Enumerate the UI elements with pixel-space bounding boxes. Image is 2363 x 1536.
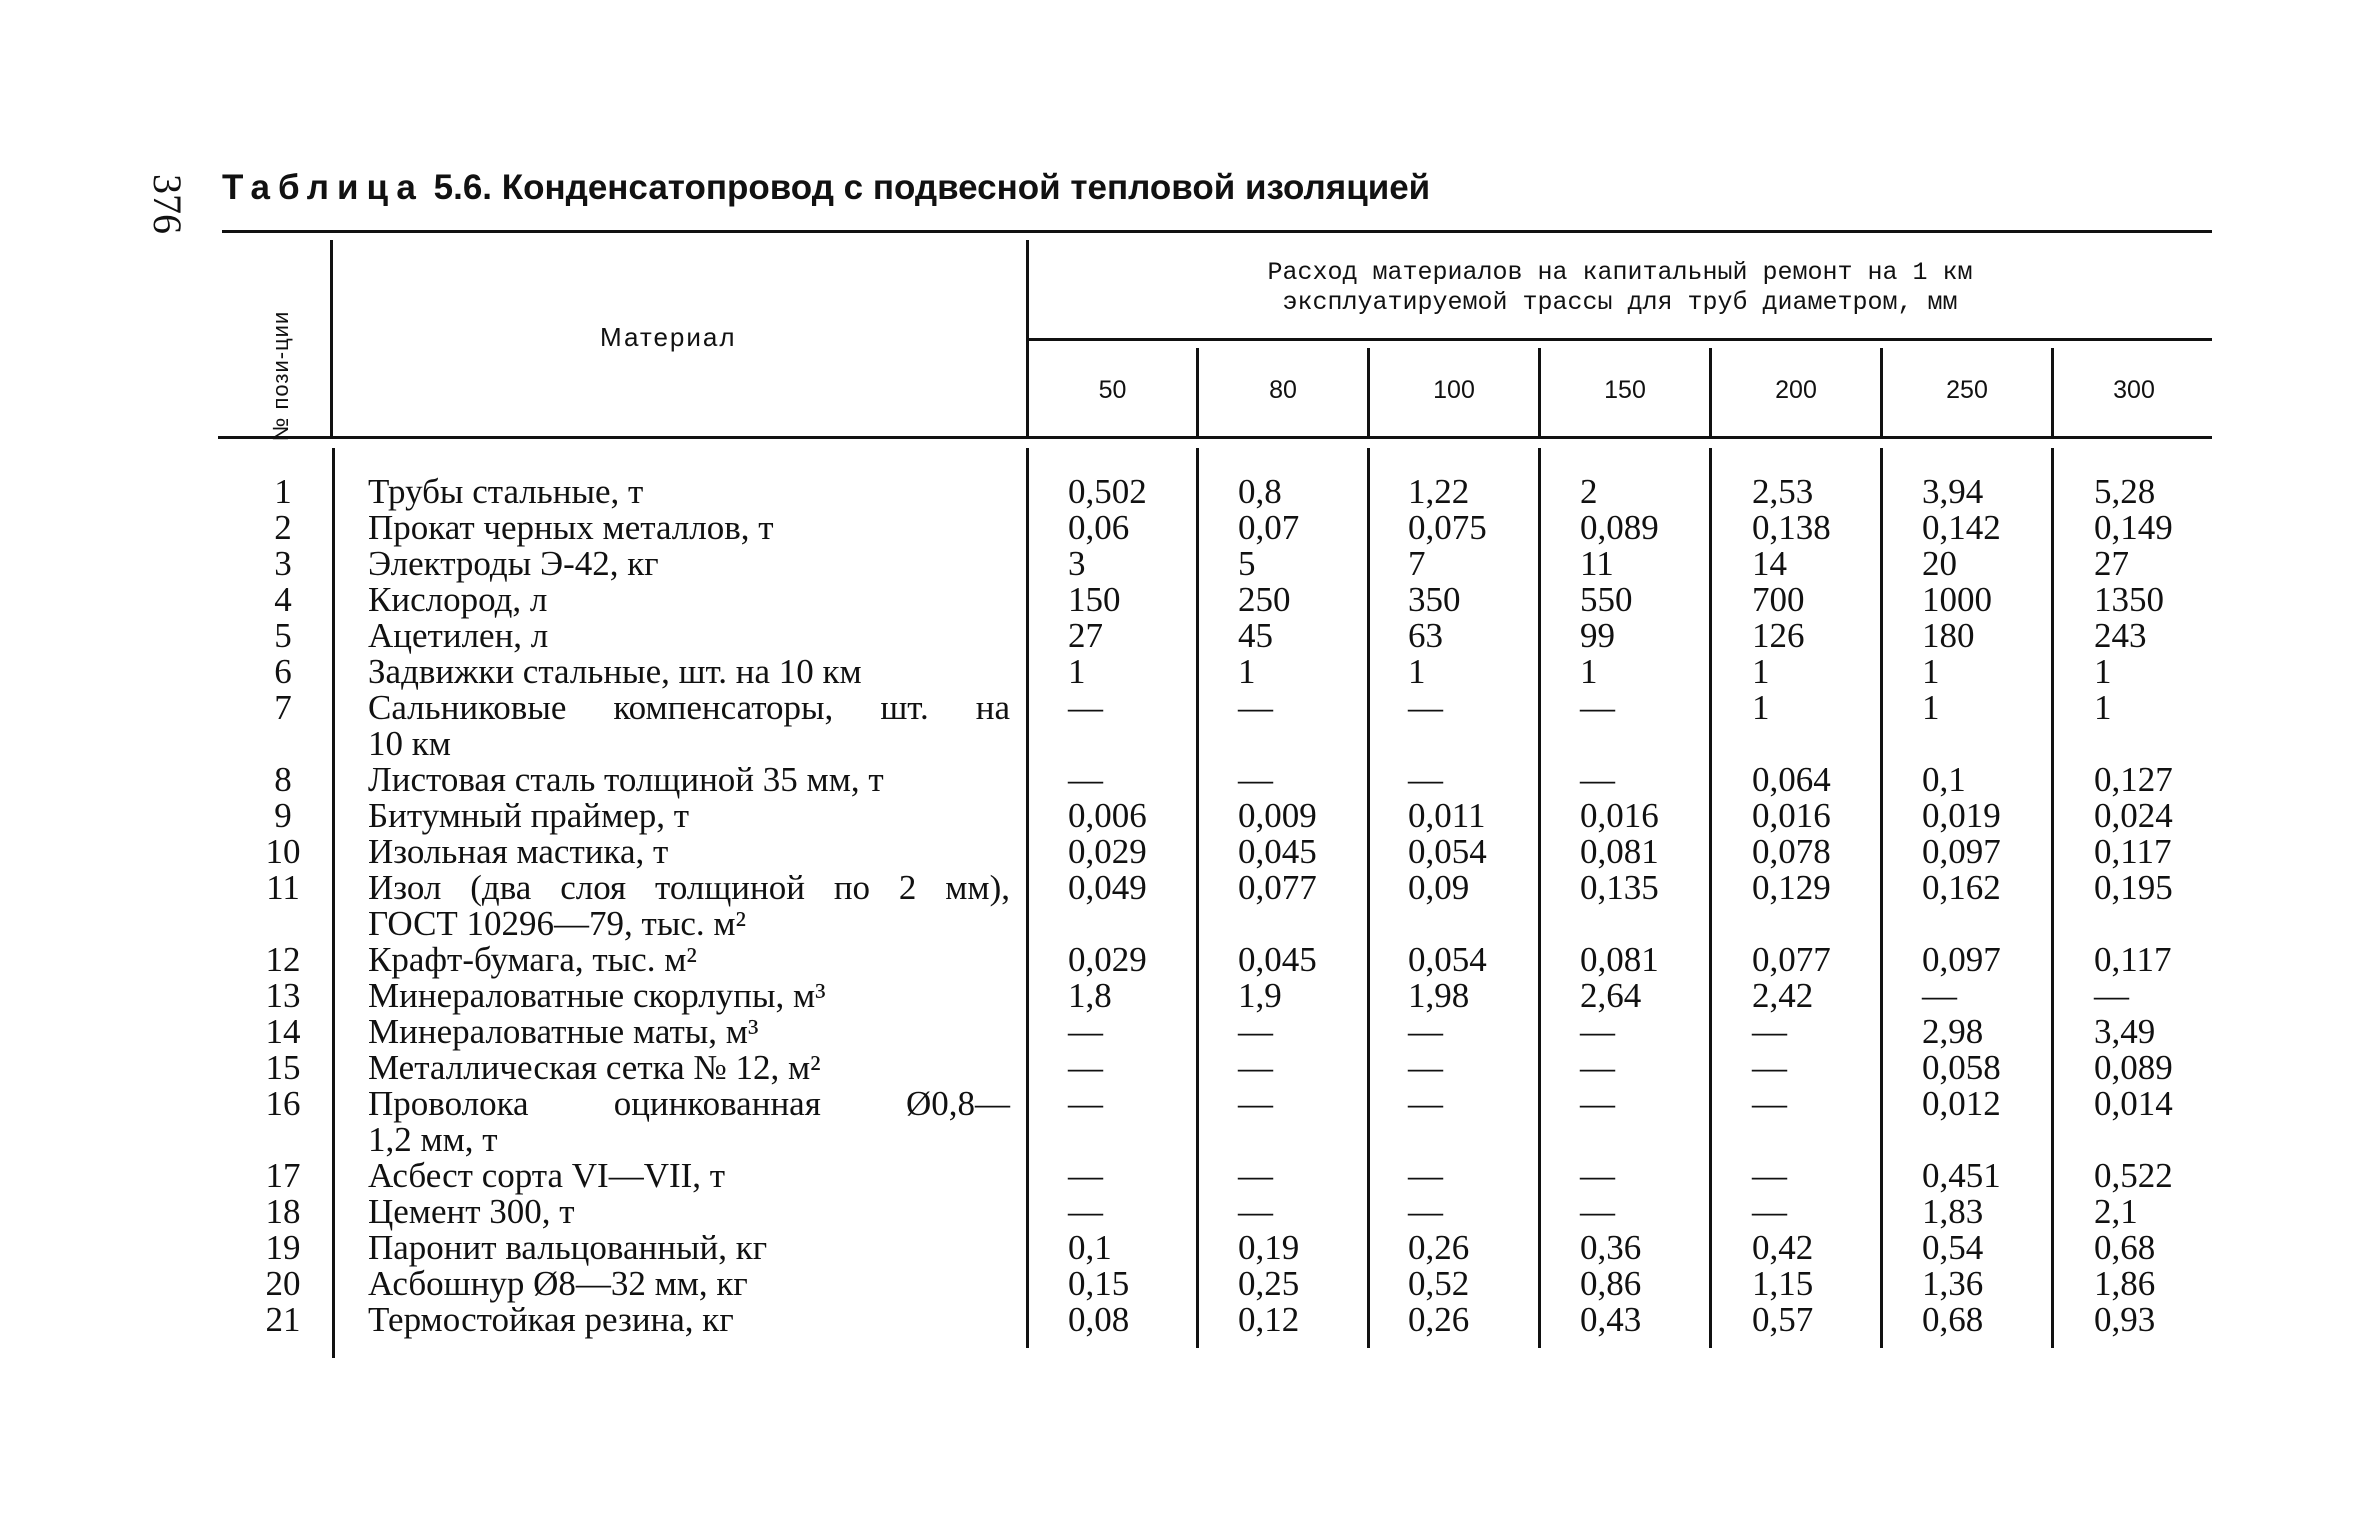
value-cell: — bbox=[1408, 760, 1443, 799]
value-cell: 0,009 bbox=[1238, 796, 1317, 835]
table-row bbox=[0, 1194, 2363, 1230]
material-name: Изол (два слоя толщиной по 2 мм), bbox=[368, 868, 1010, 907]
value-cell: 0,006 bbox=[1068, 796, 1147, 835]
table-row bbox=[0, 474, 2363, 510]
value-cell: 0,502 bbox=[1068, 472, 1147, 511]
diameter-header: 250 bbox=[1946, 376, 1988, 404]
value-cell: — bbox=[1068, 1192, 1103, 1231]
diameter-header: 100 bbox=[1433, 376, 1475, 404]
table-row bbox=[0, 798, 2363, 834]
value-cell: 0,016 bbox=[1752, 796, 1831, 835]
position-number: 15 bbox=[265, 1048, 301, 1087]
value-cell: — bbox=[1068, 688, 1103, 727]
position-number: 14 bbox=[265, 1012, 301, 1051]
diameter-header: 50 bbox=[1098, 376, 1127, 404]
material-name: Кислород, л bbox=[368, 580, 548, 619]
value-cell: 350 bbox=[1408, 580, 1461, 619]
value-cell: 0,077 bbox=[1752, 940, 1831, 979]
value-cell: 2 bbox=[1580, 472, 1598, 511]
material-name: Минераловатные маты, м³ bbox=[368, 1012, 759, 1051]
material-name: Металлическая сетка № 12, м² bbox=[368, 1048, 821, 1087]
value-cell: 11 bbox=[1580, 544, 1614, 583]
value-cell: 0,029 bbox=[1068, 832, 1147, 871]
value-cell: 1 bbox=[2094, 688, 2112, 727]
value-cell: — bbox=[1408, 1084, 1443, 1123]
value-cell: 0,57 bbox=[1752, 1300, 1814, 1339]
value-cell: 180 bbox=[1922, 616, 1975, 655]
value-cell: 1,83 bbox=[1922, 1192, 1984, 1231]
diameter-header: 300 bbox=[2113, 376, 2155, 404]
value-cell: 0,522 bbox=[2094, 1156, 2173, 1195]
value-cell: 2,1 bbox=[2094, 1192, 2138, 1231]
material-name: Трубы стальные, т bbox=[368, 472, 644, 511]
table-row bbox=[0, 942, 2363, 978]
position-number: 11 bbox=[266, 868, 300, 907]
value-cell: — bbox=[1238, 1012, 1273, 1051]
diameter-header: 150 bbox=[1604, 376, 1646, 404]
table-row bbox=[0, 654, 2363, 690]
value-cell: 243 bbox=[2094, 616, 2147, 655]
value-cell: 0,25 bbox=[1238, 1264, 1300, 1303]
position-number: 3 bbox=[274, 544, 292, 583]
table-row bbox=[0, 834, 2363, 870]
value-cell: 0,1 bbox=[1068, 1228, 1112, 1267]
value-cell: 0,26 bbox=[1408, 1228, 1470, 1267]
material-name: Термостойкая резина, кг bbox=[368, 1300, 734, 1339]
material-name: 1,2 мм, т bbox=[368, 1120, 498, 1159]
value-cell: 1,15 bbox=[1752, 1264, 1814, 1303]
table-row bbox=[0, 1266, 2363, 1302]
value-cell: 0,058 bbox=[1922, 1048, 2001, 1087]
table-row bbox=[0, 1014, 2363, 1050]
value-cell: 1 bbox=[1408, 652, 1426, 691]
value-cell: 1000 bbox=[1922, 580, 1992, 619]
value-cell: 0,1 bbox=[1922, 760, 1966, 799]
value-cell: 1 bbox=[1752, 688, 1770, 727]
value-cell: 1 bbox=[1580, 652, 1598, 691]
value-cell: 0,138 bbox=[1752, 508, 1831, 547]
value-cell: 0,54 bbox=[1922, 1228, 1984, 1267]
value-cell: 0,045 bbox=[1238, 832, 1317, 871]
value-cell: 0,195 bbox=[2094, 868, 2173, 907]
value-cell: 45 bbox=[1238, 616, 1273, 655]
value-cell: 0,8 bbox=[1238, 472, 1282, 511]
value-cell: — bbox=[1408, 1048, 1443, 1087]
value-cell: 0,451 bbox=[1922, 1156, 2001, 1195]
value-cell: 2,64 bbox=[1580, 976, 1642, 1015]
value-cell: 1,36 bbox=[1922, 1264, 1984, 1303]
value-cell: 0,016 bbox=[1580, 796, 1659, 835]
position-number: 1 bbox=[274, 472, 292, 511]
table-row bbox=[0, 510, 2363, 546]
position-number: 7 bbox=[274, 688, 292, 727]
value-cell: 0,077 bbox=[1238, 868, 1317, 907]
value-cell: 0,097 bbox=[1922, 940, 2001, 979]
material-name: 10 км bbox=[368, 724, 451, 763]
diameter-header-rule bbox=[1028, 338, 2212, 341]
value-cell: 63 bbox=[1408, 616, 1443, 655]
value-cell: — bbox=[1752, 1084, 1787, 1123]
value-cell: 1 bbox=[2094, 652, 2112, 691]
value-cell: 1,9 bbox=[1238, 976, 1282, 1015]
value-cell: — bbox=[1580, 1156, 1615, 1195]
value-cell: — bbox=[1238, 1192, 1273, 1231]
position-number: 13 bbox=[265, 976, 301, 1015]
value-cell: 0,09 bbox=[1408, 868, 1470, 907]
value-cell: 0,135 bbox=[1580, 868, 1659, 907]
value-cell: 2,98 bbox=[1922, 1012, 1984, 1051]
table-title bbox=[222, 168, 1430, 208]
value-cell: 0,029 bbox=[1068, 940, 1147, 979]
value-cell: 0,36 bbox=[1580, 1228, 1642, 1267]
value-cell: 0,117 bbox=[2094, 832, 2172, 871]
material-name: Задвижки стальные, шт. на 10 км bbox=[368, 652, 862, 691]
value-cell: 0,93 bbox=[2094, 1300, 2156, 1339]
table-title-label: Таблица bbox=[222, 168, 424, 207]
value-cell: — bbox=[1752, 1192, 1787, 1231]
value-cell: 1,98 bbox=[1408, 976, 1470, 1015]
value-cell: 0,142 bbox=[1922, 508, 2001, 547]
position-number-header: № пози-ции bbox=[268, 310, 293, 442]
value-cell: 0,12 bbox=[1238, 1300, 1300, 1339]
value-cell: — bbox=[1238, 760, 1273, 799]
table-top-rule bbox=[222, 230, 2212, 233]
value-cell: 0,15 bbox=[1068, 1264, 1130, 1303]
table-row bbox=[0, 1086, 2363, 1122]
diameter-header: 200 bbox=[1775, 376, 1817, 404]
position-number: 21 bbox=[265, 1300, 301, 1339]
value-cell: 0,06 bbox=[1068, 508, 1130, 547]
value-cell: 150 bbox=[1068, 580, 1121, 619]
table-row bbox=[0, 1050, 2363, 1086]
value-cell: 250 bbox=[1238, 580, 1291, 619]
diameter-header: 80 bbox=[1269, 376, 1297, 404]
value-cell: 0,089 bbox=[1580, 508, 1659, 547]
material-name: Крафт-бумага, тыс. м² bbox=[368, 940, 697, 979]
value-cell: 99 bbox=[1580, 616, 1615, 655]
position-number: 20 bbox=[265, 1264, 301, 1303]
value-cell: 27 bbox=[2094, 544, 2129, 583]
value-cell: — bbox=[1580, 1012, 1615, 1051]
value-cell: — bbox=[1238, 1084, 1273, 1123]
value-cell: — bbox=[1580, 688, 1615, 727]
value-cell: 0,081 bbox=[1580, 940, 1659, 979]
material-name: ГОСТ 10296—79, тыс. м² bbox=[368, 904, 747, 943]
value-cell: 0,054 bbox=[1408, 940, 1487, 979]
value-cell: 0,089 bbox=[2094, 1048, 2173, 1087]
table-row bbox=[0, 618, 2363, 654]
value-cell: 27 bbox=[1068, 616, 1103, 655]
position-number: 19 bbox=[265, 1228, 301, 1267]
value-cell: 7 bbox=[1408, 544, 1426, 583]
value-cell: 0,43 bbox=[1580, 1300, 1642, 1339]
value-cell: 3,94 bbox=[1922, 472, 1984, 511]
position-number: 2 bbox=[274, 508, 292, 547]
value-cell: 0,012 bbox=[1922, 1084, 2001, 1123]
value-cell: 0,26 bbox=[1408, 1300, 1470, 1339]
value-cell: 0,019 bbox=[1922, 796, 2001, 835]
table-row bbox=[0, 1230, 2363, 1266]
value-cell: 0,054 bbox=[1408, 832, 1487, 871]
material-name: Электроды Э-42, кг bbox=[368, 544, 659, 583]
value-cell: 1350 bbox=[2094, 580, 2164, 619]
value-cell: — bbox=[1580, 1192, 1615, 1231]
value-cell: 1 bbox=[1238, 652, 1256, 691]
value-cell: 1,22 bbox=[1408, 472, 1470, 511]
value-cell: 0,117 bbox=[2094, 940, 2172, 979]
value-cell: — bbox=[1238, 688, 1273, 727]
material-name: Листовая сталь толщиной 35 мм, т bbox=[368, 760, 884, 799]
table-row bbox=[0, 978, 2363, 1014]
value-cell: 1,86 bbox=[2094, 1264, 2156, 1303]
table-row-continuation bbox=[0, 726, 2363, 762]
table-row-continuation bbox=[0, 906, 2363, 942]
position-number: 6 bbox=[274, 652, 292, 691]
position-number: 16 bbox=[265, 1084, 301, 1123]
value-cell: 3 bbox=[1068, 544, 1086, 583]
page-number: 376 bbox=[145, 174, 190, 234]
value-cell: 2,53 bbox=[1752, 472, 1814, 511]
table-row bbox=[0, 546, 2363, 582]
position-number: 18 bbox=[265, 1192, 301, 1231]
value-cell: 0,162 bbox=[1922, 868, 2001, 907]
material-name: Проволока оцинкованная Ø0,8— bbox=[368, 1084, 1010, 1123]
value-cell: 0,129 bbox=[1752, 868, 1831, 907]
value-cell: 0,024 bbox=[2094, 796, 2173, 835]
value-cell: 1 bbox=[1752, 652, 1770, 691]
value-cell: 0,42 bbox=[1752, 1228, 1814, 1267]
value-cell: 0,049 bbox=[1068, 868, 1147, 907]
value-cell: 14 bbox=[1752, 544, 1787, 583]
header-bottom-rule bbox=[218, 436, 2212, 439]
value-cell: — bbox=[1068, 760, 1103, 799]
table-row bbox=[0, 582, 2363, 618]
value-cell: — bbox=[1238, 1048, 1273, 1087]
group-header-line: Расход материалов на капитальный ремонт на 1 км bbox=[1267, 258, 1973, 287]
value-cell: 0,08 bbox=[1068, 1300, 1130, 1339]
value-cell: — bbox=[1580, 1084, 1615, 1123]
value-cell: 1,8 bbox=[1068, 976, 1112, 1015]
value-cell: 0,078 bbox=[1752, 832, 1831, 871]
material-name: Паронит вальцованный, кг bbox=[368, 1228, 768, 1267]
value-cell: 0,149 bbox=[2094, 508, 2173, 547]
value-cell: 0,064 bbox=[1752, 760, 1831, 799]
value-cell: 0,097 bbox=[1922, 832, 2001, 871]
value-cell: 5 bbox=[1238, 544, 1256, 583]
value-cell: 0,52 bbox=[1408, 1264, 1470, 1303]
material-name: Асбошнур Ø8—32 мм, кг bbox=[368, 1264, 748, 1303]
position-number: 4 bbox=[274, 580, 292, 619]
table-row bbox=[0, 690, 2363, 726]
value-cell: — bbox=[1752, 1048, 1787, 1087]
value-cell: 0,045 bbox=[1238, 940, 1317, 979]
position-number: 12 bbox=[265, 940, 301, 979]
value-cell: 1 bbox=[1068, 652, 1086, 691]
value-cell: 20 bbox=[1922, 544, 1957, 583]
value-cell: 0,011 bbox=[1408, 796, 1486, 835]
value-cell: 0,68 bbox=[1922, 1300, 1984, 1339]
value-cell: — bbox=[1068, 1012, 1103, 1051]
consumption-group-header bbox=[1030, 258, 2210, 318]
value-cell: — bbox=[1068, 1156, 1103, 1195]
value-cell: 2,42 bbox=[1752, 976, 1814, 1015]
material-name: Асбест сорта VI—VII, т bbox=[368, 1156, 726, 1195]
material-name: Минераловатные скорлупы, м³ bbox=[368, 976, 826, 1015]
value-cell: — bbox=[1752, 1012, 1787, 1051]
value-cell: — bbox=[1408, 1192, 1443, 1231]
value-cell: 0,86 bbox=[1580, 1264, 1642, 1303]
position-number: 17 bbox=[265, 1156, 301, 1195]
material-name: Битумный праймер, т bbox=[368, 796, 690, 835]
table-row bbox=[0, 870, 2363, 906]
group-header-line: эксплуатируемой трассы для труб диаметром, мм bbox=[1282, 288, 1958, 317]
position-number: 10 bbox=[265, 832, 301, 871]
column-divider-material bbox=[330, 240, 333, 436]
value-cell: — bbox=[1580, 1048, 1615, 1087]
position-number: 9 bbox=[274, 796, 292, 835]
value-cell: — bbox=[1922, 976, 1957, 1015]
table-row bbox=[0, 762, 2363, 798]
table-row bbox=[0, 1158, 2363, 1194]
value-cell: — bbox=[1238, 1156, 1273, 1195]
value-cell: 0,075 bbox=[1408, 508, 1487, 547]
value-cell: 550 bbox=[1580, 580, 1633, 619]
material-name: Изольная мастика, т bbox=[368, 832, 669, 871]
value-cell: 0,07 bbox=[1238, 508, 1300, 547]
material-name: Сальниковые компенсаторы, шт. на bbox=[368, 688, 1010, 727]
value-cell: 0,19 bbox=[1238, 1228, 1300, 1267]
value-cell: 0,68 bbox=[2094, 1228, 2156, 1267]
value-cell: — bbox=[1068, 1084, 1103, 1123]
value-cell: — bbox=[1580, 760, 1615, 799]
material-name: Ацетилен, л bbox=[368, 616, 549, 655]
value-cell: — bbox=[1752, 1156, 1787, 1195]
material-header: Материал bbox=[600, 322, 737, 352]
position-number: 8 bbox=[274, 760, 292, 799]
position-number: 5 bbox=[274, 616, 292, 655]
value-cell: 0,127 bbox=[2094, 760, 2173, 799]
value-cell: — bbox=[2094, 976, 2129, 1015]
material-name: Цемент 300, т bbox=[368, 1192, 575, 1231]
value-cell: 126 bbox=[1752, 616, 1805, 655]
table-row-continuation bbox=[0, 1122, 2363, 1158]
table-title-text: 5.6. Конденсатопровод с подвесной тепловой изоляцией bbox=[433, 168, 1431, 207]
value-cell: 1 bbox=[1922, 688, 1940, 727]
value-cell: 1 bbox=[1922, 652, 1940, 691]
value-cell: — bbox=[1408, 688, 1443, 727]
value-cell: — bbox=[1408, 1012, 1443, 1051]
table-row bbox=[0, 1302, 2363, 1338]
value-cell: — bbox=[1068, 1048, 1103, 1087]
value-cell: 700 bbox=[1752, 580, 1805, 619]
value-cell: 0,081 bbox=[1580, 832, 1659, 871]
value-cell: 3,49 bbox=[2094, 1012, 2156, 1051]
value-cell: 5,28 bbox=[2094, 472, 2156, 511]
material-name: Прокат черных металлов, т bbox=[368, 508, 774, 547]
value-cell: — bbox=[1408, 1156, 1443, 1195]
value-cell: 0,014 bbox=[2094, 1084, 2173, 1123]
